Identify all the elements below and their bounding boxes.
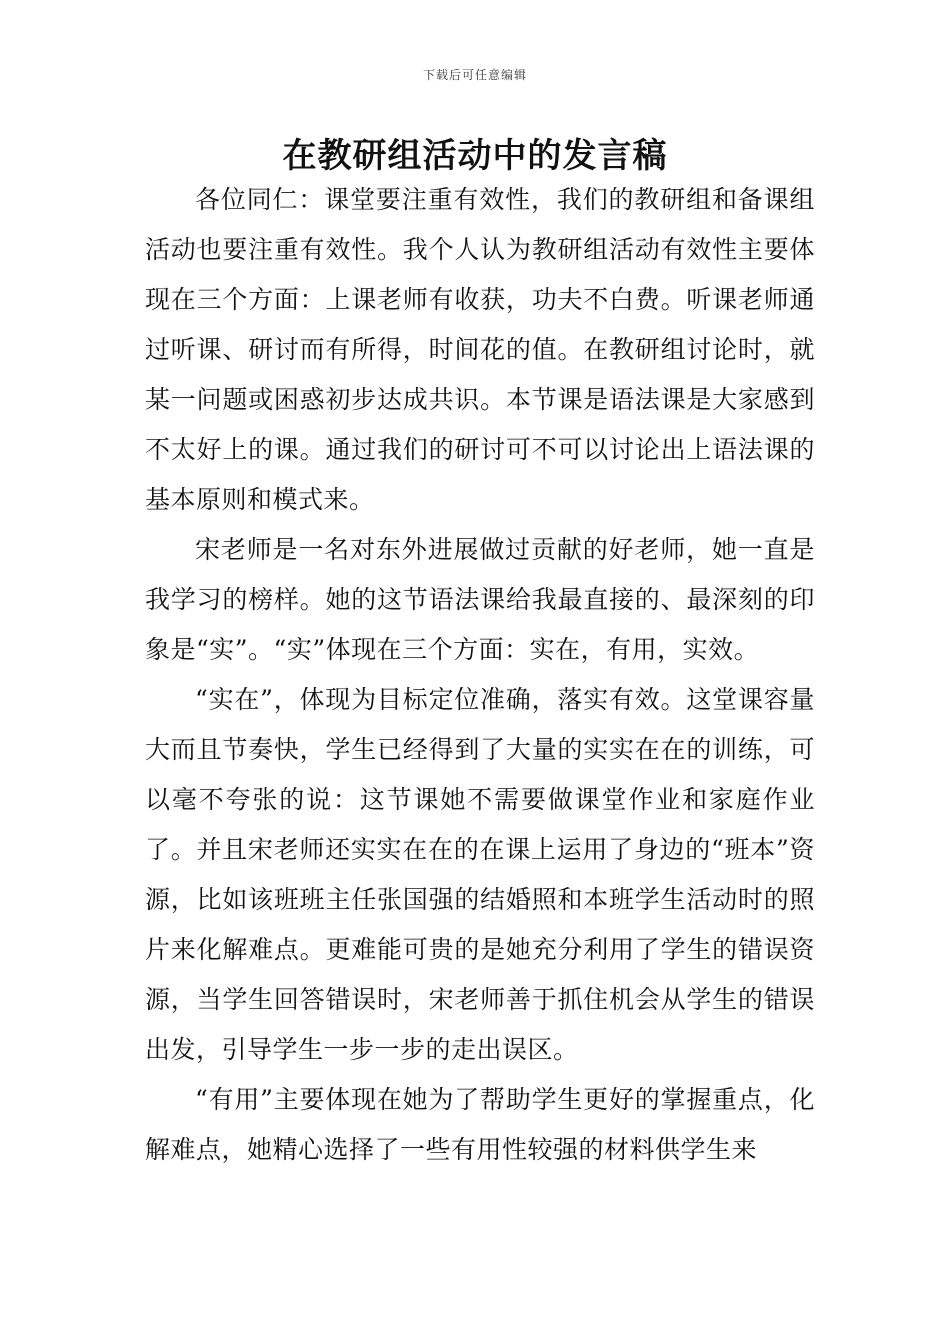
document-title: 在教研组活动中的发言稿 (282, 136, 668, 176)
document-body (145, 175, 815, 1175)
paragraph-3: “实在”，体现为目标定位准确，落实有效。这堂课容量大而且节奏快，学生已经得到了大量的实实在在的训练，可以毫不夸张的说：这节课她不需要做课堂作业和家庭作业了。并且宋老师还实实在在的在课上运用了身边的“班本”资源，比如该班班主任张国强的结婚照和本班学生活动时的照片来化解难点。更难能可贵的是她充分利用了学生的错误资源，当学生回答错误时，宋老师善于抓住机会从学生的错误出发，引导学生一步一步的走出误区。 (145, 685, 815, 1064)
paragraph-2: 宋老师是一名对东外进展做过贡献的好老师，她一直是我学习的榜样。她的这节语法课给我最直接的、最深刻的印象是“实”。“实”体现在三个方面：实在，有用，实效。 (145, 535, 815, 664)
paragraph-1: 各位同仁：课堂要注重有效性，我们的教研组和备课组活动也要注重有效性。我个人认为教研组活动有效性主要体现在三个方面：上课老师有收获，功夫不白费。听课老师通过听课、研讨而有所得，时间花的值。在教研组讨论时，就某一问题或困惑初步达成共识。本节课是语法课是大家感到不太好上的课。通过我们的研讨可不可以讨论出上语法课的基本原则和模式来。 (145, 185, 815, 514)
paragraph-4: “有用”主要体现在她为了帮助学生更好的掌握重点，化解难点，她精心选择了一些有用性较强的材料供学生来 (145, 1085, 815, 1164)
header-note: 下载后可任意编辑 (422, 68, 527, 82)
